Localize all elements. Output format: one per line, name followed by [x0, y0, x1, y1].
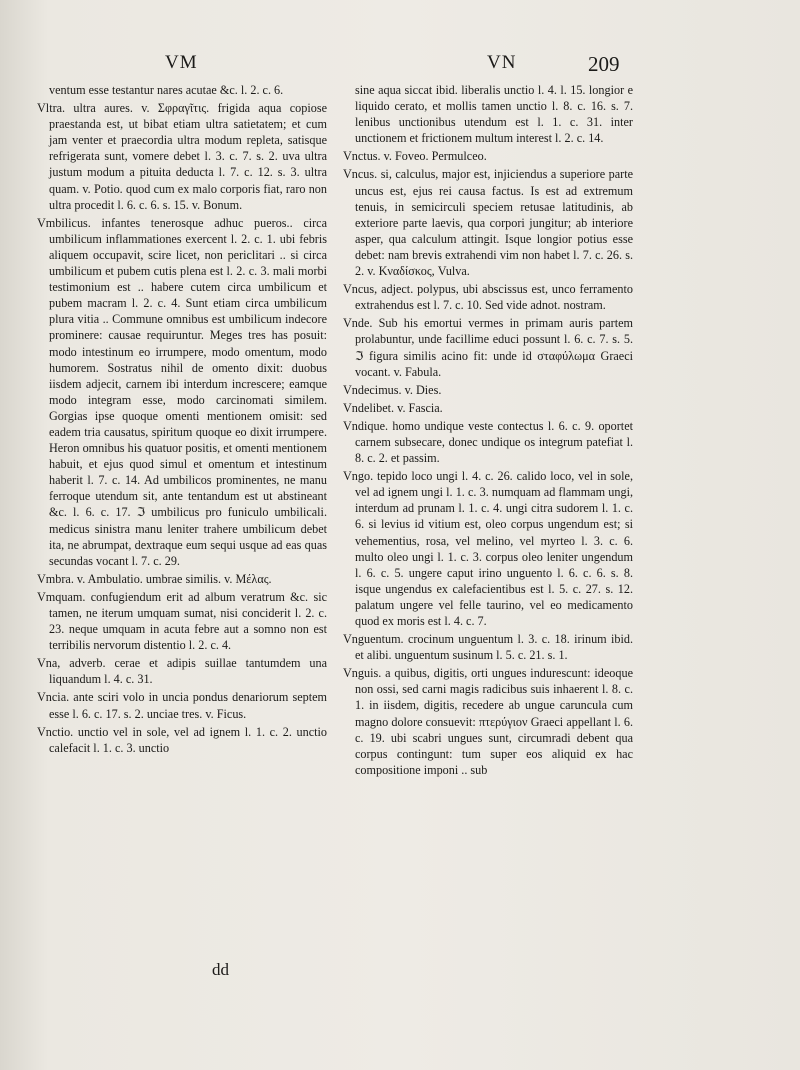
- dictionary-entry: Vmbilicus. infantes tenerosque adhuc pueros.. circa umbilicum inflammationes exercent l. 2. c. 1. ubi febris aliquem occupavit, scire licet, non periclitari .. si circa umbilicum et pubem cutis plena est l. 2. c. 3. mali morbi testimonium est .. habere cutem circa umbilicum et pubem macram l. 2. c. 4. Sunt etiam circa umbilicum plura vitia .. Commune omnibus est umbilicum indecore prominere: causae requiruntur. Meges tres has posuit: modo intestinum eo irrumpere, modo omentum, modo humorem. Sostratus nihil de omento dixit: duobus iisdem adjecit, carnem ibi interdum increscere; eamque modo integram esse, modo carcinomati similem. Gorgias ipse quoque omenti mentionem omisit: sed eadem tria causatus, spiritum quoque eo dixit irrumpere. Heron omnibus his quatuor positis, et omenti mentionem habuit, et ejus quod simul et omentum et intestinum haberit l. 7. c. 14. Ad umbilicos prominentes, ne manu ferroque utendum sit, ante tentandum est ut abstineant &c. l. 6. c. 17. ℑ umbilicus pro funiculo umbilicali. medicus sinistra manu leniter trahere umbilicum debet ita, ne abrumpat, dextraque eum sequi usque ad eas quas secundas vocant l. 7. c. 29.: [37, 215, 327, 568]
- dictionary-entry: Vndique. homo undique veste contectus l. 6. c. 9. oportet carnem subsecare, donec undique os integrum patefiat l. 8. c. 2. et passim.: [343, 418, 633, 466]
- dictionary-entry: Vmbra. v. Ambulatio. umbrae similis. v. Μέλας.: [37, 571, 272, 586]
- dictionary-entry: Vngo. tepido loco ungi l. 4. c. 26. calido loco, vel in sole, vel ad ignem ungi l. 1. c. 3. numquam ad flammam ungi, interdum ad prunam l. 1. c. 4. ungi citra sudorem l. 1. c. 6. si levius id vitium est, oleo corpus ungendum est; si vehementius, rosa, vel melino, vel myrteo l. 3. c. 6. multo oleo ungi l. 1. c. 3. corpus oleo leniter ungendum l. 6. c. 5. ungere caput irino unguento l. 6. c. 6. s. 8. isque ungendus ex calefacientibus est l. 5. c. 27. s. 12. palatum ungere vel felle taurino, vel eo medicamento quod ex moris est l. 4. c. 7.: [343, 469, 633, 628]
- dictionary-entry: Vnde. Sub his emortui vermes in primam auris partem prolabuntur, unde facillime educi possunt l. 6. c. 7. s. 5. ℑ figura similis acino fit: unde id σταφύλωμα Graeci vocant. v. Fabula.: [343, 316, 633, 379]
- signature-mark: dd: [212, 960, 229, 979]
- left-column: [37, 82, 327, 758]
- dictionary-entry: sine aqua siccat ibid. liberalis unctio l. 4. l. 15. longior e liquido cerato, et mollis tamen unctio l. 8. c. 16. s. 7. lenibus unctionibus utendum est l. 1. c. 31. inter unctionem et frictionem multum interest l. 2. c. 14.: [355, 83, 633, 146]
- dictionary-entry: Vmquam. confugiendum erit ad album veratrum &c. sic tamen, ne iterum umquam sumat, nisi conciderit l. 2. c. 23. neque umquam in acuta febre aut a somno non est terribilis nervorum distentio l. 2. c. 4.: [37, 589, 327, 653]
- dictionary-entry: Vndecimus. v. Dies.: [343, 382, 442, 397]
- right-column: [343, 82, 633, 780]
- dictionary-entry: Vnctus. v. Foveo. Permulceo.: [343, 149, 487, 164]
- dictionary-entry: Vnguis. a quibus, digitis, orti ungues indurescunt: ideoque non ossi, sed carni magis radicibus suis inhaerent l. 8. c. 1. in iisdem, digitis, recedere ab ungue caruncula cum magno dolore consuevit: πτερύγιον Graeci appellant l. 6. c. 19. ubi scabri ungues sunt, circumradi debent qua corpus contingunt: tum super eos aliquid ex hac compositione imponi .. sub: [343, 666, 633, 777]
- dictionary-entry: Vna, adverb. cerae et adipis suillae tantumdem una liquandum l. 4. c. 31.: [37, 656, 327, 687]
- running-head-right: VN: [487, 52, 517, 73]
- dictionary-entry: Vncus, adject. polypus, ubi abscissus est, unco ferramento extrahendus est l. 7. c. 10. Sed vide adnot. nostram.: [343, 282, 633, 313]
- dictionary-entry: Vncia. ante sciri volo in uncia pondus denariorum septem esse l. 6. c. 17. s. 2. unciae tres. v. Ficus.: [37, 690, 327, 721]
- dictionary-entry: Vnctio. unctio vel in sole, vel ad ignem l. 1. c. 2. unctio calefacit l. 1. c. 3. unctio: [37, 724, 327, 755]
- dictionary-entry: Vnguentum. crocinum unguentum l. 3. c. 18. irinum ibid. et alibi. unguentum susinum l. 5. c. 21. s. 1.: [343, 632, 633, 663]
- dictionary-entry: Vltra. ultra aures. v. Σφραγῖτις. frigida aqua copiose praestanda est, ut bibat etiam ultra satietatem; et cum jam venter et praecordia ultra modum repleta, satisque refrigerata sunt, vomere debet l. 3. c. 7. s. 2. uva ultra justum modum a pituita deducta l. 7. c. 12. s. 3. ultra quam. v. Potio. quod cum ex malo corporis fiat, raro non ultra procedit l. 6. c. 6. s. 15. v. Bonum.: [37, 101, 327, 212]
- page-number: 209: [588, 52, 620, 76]
- dictionary-entry: ventum esse testantur nares acutae &c. l. 2. c. 6.: [49, 83, 284, 97]
- dictionary-entry: Vndelibet. v. Fascia.: [343, 400, 443, 415]
- running-head-left: VM: [165, 52, 198, 73]
- dictionary-entry: Vncus. si, calculus, major est, injiciendus a superiore parte uncus est, ejus rei causa factus. Is est ad extremum tenuis, in semicirculi speciem retusae latitudinis, ab exteriore parte laevis, qua corpori jungitur; ab interiore asper, qua calculum attingit. Isque longior potius esse debet: nam brevis extrahendi vim non habet l. 7. c. 26. s. 2. v. Κναδίσκος, Vulva.: [343, 167, 633, 279]
